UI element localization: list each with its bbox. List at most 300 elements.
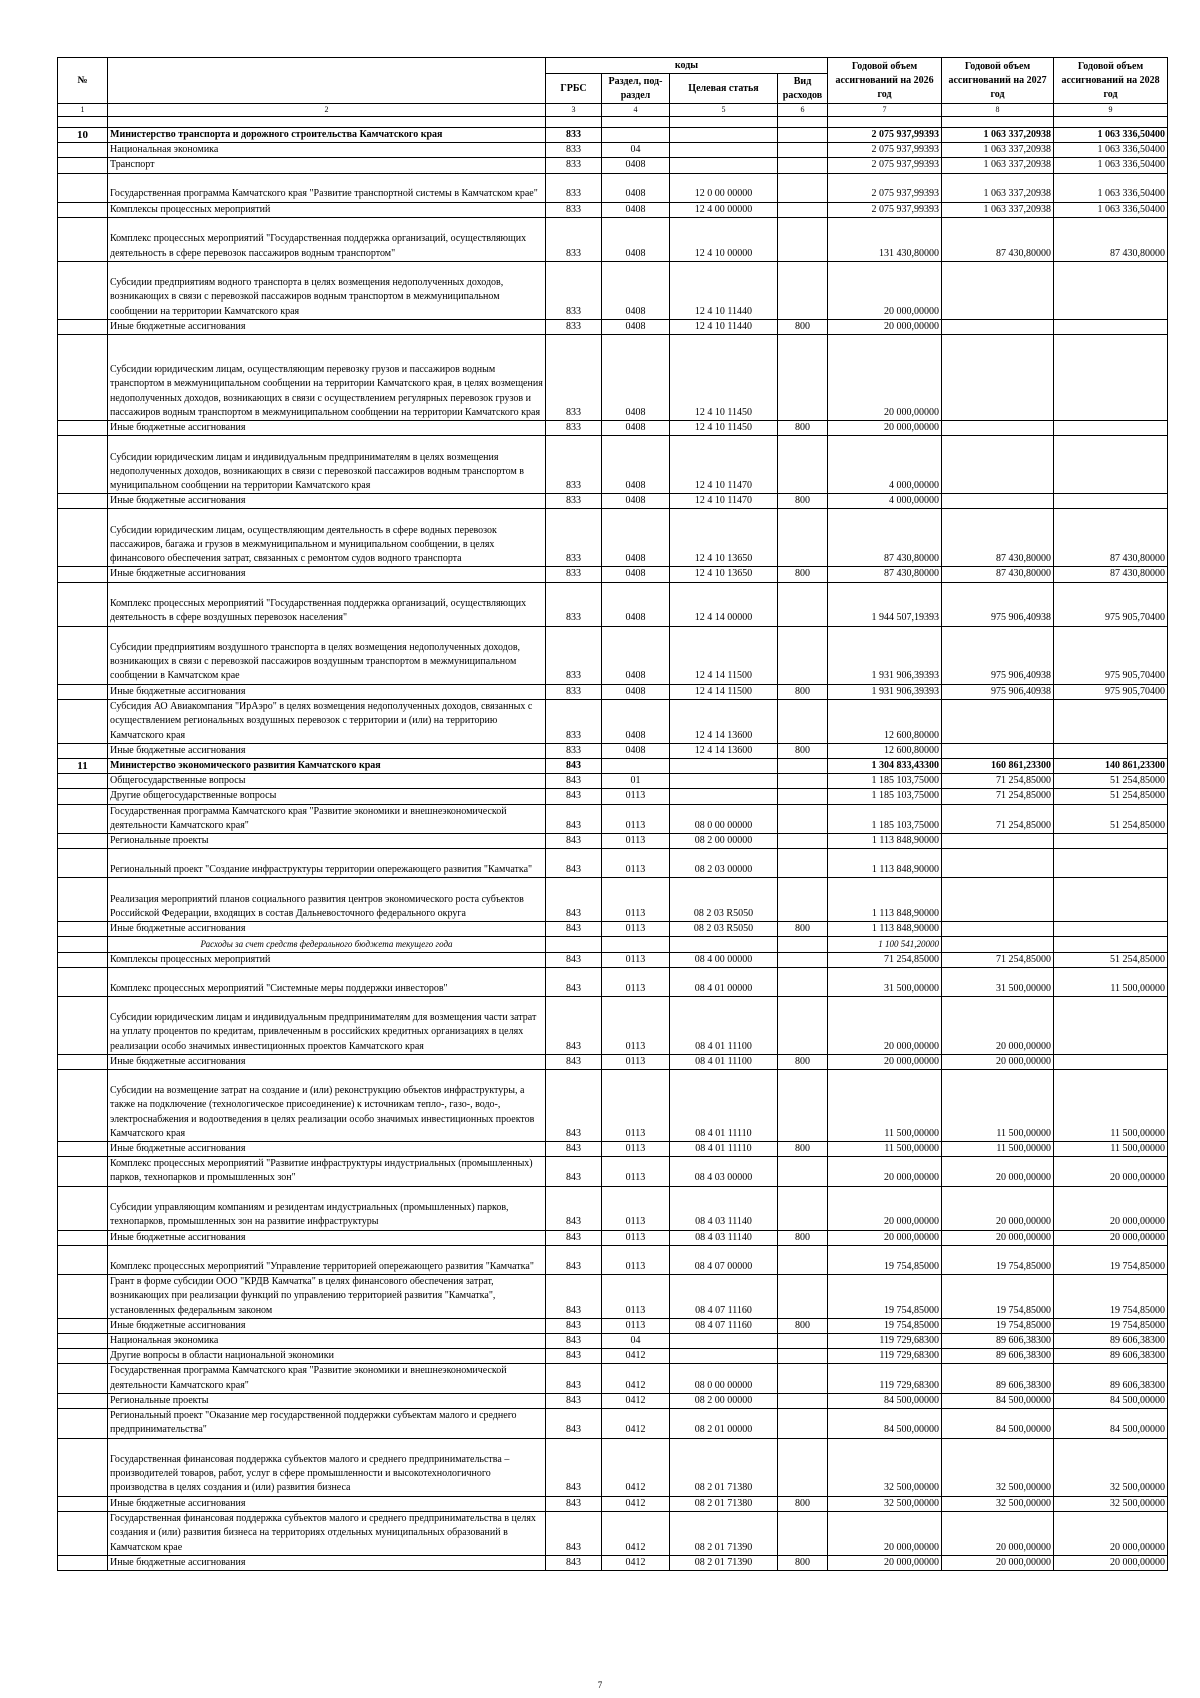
grbs-code: 833 (546, 743, 602, 758)
row-number (58, 952, 108, 967)
expense-type (778, 582, 828, 626)
header-num: № (58, 58, 108, 104)
target-code: 12 4 10 11450 (670, 421, 778, 436)
amount-2026: 20 000,00000 (828, 1511, 942, 1555)
grbs-code: 843 (546, 1349, 602, 1364)
grbs-code: 843 (546, 1496, 602, 1511)
table-row (58, 626, 1168, 684)
grbs-code: 843 (546, 1054, 602, 1069)
expense-type (778, 158, 828, 173)
amount-2027: 975 906,40938 (942, 626, 1054, 684)
amount-2028 (1054, 494, 1168, 509)
expense-type (778, 1334, 828, 1349)
grbs-code: 843 (546, 922, 602, 937)
grbs-code: 833 (546, 217, 602, 261)
row-name: Расходы за счет средств федерального бюджета текущего года (108, 937, 546, 952)
section-code: 0113 (602, 922, 670, 937)
header-name (108, 58, 546, 104)
target-code: 08 2 03 R5050 (670, 878, 778, 922)
amount-2026: 20 000,00000 (828, 261, 942, 319)
table-row (58, 1393, 1168, 1408)
row-name: Реализация мероприятий планов социального развития центров экономического роста субъектов Российской Федерации, входящих в состав Дальневосточного федерального округа (108, 878, 546, 922)
grbs-code (546, 937, 602, 952)
amount-2026: 20 000,00000 (828, 319, 942, 334)
header-type: Вид расходов (778, 74, 828, 104)
header-target: Целевая статья (670, 74, 778, 104)
amount-2027: 11 500,00000 (942, 1142, 1054, 1157)
row-number (58, 319, 108, 334)
target-code (670, 789, 778, 804)
row-name: Иные бюджетные ассигнования (108, 1555, 546, 1570)
section-code: 0113 (602, 878, 670, 922)
amount-2026: 11 500,00000 (828, 1142, 942, 1157)
amount-2027: 71 254,85000 (942, 952, 1054, 967)
target-code: 08 4 01 11100 (670, 1054, 778, 1069)
amount-2026: 84 500,00000 (828, 1409, 942, 1438)
target-code (670, 1349, 778, 1364)
row-number (58, 804, 108, 833)
section-code: 0408 (602, 743, 670, 758)
row-number (58, 626, 108, 684)
amount-2027: 71 254,85000 (942, 789, 1054, 804)
row-name: Иные бюджетные ассигнования (108, 1496, 546, 1511)
row-number (58, 421, 108, 436)
row-number (58, 937, 108, 952)
section-code: 0113 (602, 1142, 670, 1157)
amount-2028: 87 430,80000 (1054, 217, 1168, 261)
section-code: 0113 (602, 1070, 670, 1142)
amount-2027: 1 063 337,20938 (942, 202, 1054, 217)
target-code: 12 4 10 11440 (670, 261, 778, 319)
amount-2027: 20 000,00000 (942, 996, 1054, 1054)
amount-2027: 975 906,40938 (942, 582, 1054, 626)
section-code: 0408 (602, 509, 670, 567)
expense-type (778, 789, 828, 804)
amount-2026: 2 075 937,99393 (828, 173, 942, 202)
column-numbers-row (58, 104, 1168, 117)
amount-2027: 89 606,38300 (942, 1349, 1054, 1364)
target-code: 08 2 01 00000 (670, 1409, 778, 1438)
section-code: 0412 (602, 1393, 670, 1408)
section-code: 0113 (602, 789, 670, 804)
amount-2026: 1 304 833,43300 (828, 759, 942, 774)
row-name: Национальная экономика (108, 1334, 546, 1349)
table-body (58, 128, 1168, 1571)
section-code (602, 937, 670, 952)
row-number (58, 1349, 108, 1364)
row-name: Государственная программа Камчатского края "Развитие экономики и внешнеэкономической деятельности Камчатского края" (108, 804, 546, 833)
expense-type (778, 626, 828, 684)
amount-2026: 1 931 906,39393 (828, 684, 942, 699)
column-number: 7 (828, 104, 942, 117)
row-number (58, 1070, 108, 1142)
amount-2026: 1 113 848,90000 (828, 849, 942, 878)
grbs-code: 833 (546, 421, 602, 436)
expense-type (778, 173, 828, 202)
amount-2028 (1054, 335, 1168, 421)
target-code (670, 128, 778, 143)
table-row (58, 1245, 1168, 1274)
table-row (58, 436, 1168, 494)
section-code: 0408 (602, 582, 670, 626)
expense-type (778, 834, 828, 849)
amount-2028: 11 500,00000 (1054, 1070, 1168, 1142)
amount-2026: 1 113 848,90000 (828, 878, 942, 922)
table-row (58, 261, 1168, 319)
grbs-code: 833 (546, 128, 602, 143)
grbs-code: 833 (546, 684, 602, 699)
target-code: 08 4 00 00000 (670, 952, 778, 967)
amount-2027: 87 430,80000 (942, 217, 1054, 261)
amount-2027: 19 754,85000 (942, 1274, 1054, 1318)
grbs-code: 843 (546, 1393, 602, 1408)
amount-2027 (942, 436, 1054, 494)
amount-2028: 84 500,00000 (1054, 1409, 1168, 1438)
table-row (58, 1142, 1168, 1157)
row-number (58, 1496, 108, 1511)
expense-type: 800 (778, 743, 828, 758)
amount-2028: 20 000,00000 (1054, 1186, 1168, 1230)
row-number (58, 143, 108, 158)
section-code: 0408 (602, 319, 670, 334)
section-code: 0113 (602, 804, 670, 833)
amount-2026: 20 000,00000 (828, 1186, 942, 1230)
row-name: Региональные проекты (108, 834, 546, 849)
amount-2027 (942, 937, 1054, 952)
amount-2027: 20 000,00000 (942, 1157, 1054, 1186)
row-name: Другие вопросы в области национальной экономики (108, 1349, 546, 1364)
amount-2028: 89 606,38300 (1054, 1334, 1168, 1349)
expense-type: 800 (778, 1496, 828, 1511)
column-number: 8 (942, 104, 1054, 117)
grbs-code: 833 (546, 202, 602, 217)
section-code: 0113 (602, 1157, 670, 1186)
table-row (58, 335, 1168, 421)
amount-2027: 1 063 337,20938 (942, 143, 1054, 158)
grbs-code: 843 (546, 1274, 602, 1318)
expense-type (778, 952, 828, 967)
row-number (58, 743, 108, 758)
row-number (58, 261, 108, 319)
expense-type (778, 1349, 828, 1364)
table-row (58, 699, 1168, 743)
target-code: 12 0 00 00000 (670, 173, 778, 202)
expense-type (778, 1438, 828, 1496)
target-code: 08 2 01 71390 (670, 1555, 778, 1570)
table-row (58, 1070, 1168, 1142)
grbs-code: 843 (546, 1334, 602, 1349)
row-name: Комплекс процессных мероприятий "Государственная поддержка организаций, осуществляющих деятельность в сфере воздушных перевозок населения" (108, 582, 546, 626)
column-number: 4 (602, 104, 670, 117)
table-row (58, 1349, 1168, 1364)
table-row (58, 173, 1168, 202)
section-code: 0412 (602, 1555, 670, 1570)
amount-2028 (1054, 834, 1168, 849)
section-code: 0408 (602, 699, 670, 743)
table-row (58, 878, 1168, 922)
expense-type (778, 1364, 828, 1393)
section-code: 04 (602, 1334, 670, 1349)
row-number (58, 567, 108, 582)
row-name: Иные бюджетные ассигнования (108, 1318, 546, 1333)
amount-2027: 20 000,00000 (942, 1511, 1054, 1555)
target-code: 08 4 07 11160 (670, 1274, 778, 1318)
row-number (58, 996, 108, 1054)
expense-type: 800 (778, 922, 828, 937)
row-name: Субсидии предприятиям водного транспорта в целях возмещения недополученных доходов, возникающих в связи с перевозкой пассажиров водным транспортом в межмуниципальном сообщении на территории Камчатского края (108, 261, 546, 319)
amount-2026: 1 100 541,20000 (828, 937, 942, 952)
table-row (58, 1318, 1168, 1333)
grbs-code: 843 (546, 804, 602, 833)
expense-type (778, 217, 828, 261)
amount-2026: 20 000,00000 (828, 1054, 942, 1069)
grbs-code: 833 (546, 436, 602, 494)
row-name: Региональный проект "Оказание мер государственной поддержки субъектам малого и среднего предпринимательства" (108, 1409, 546, 1438)
expense-type: 800 (778, 684, 828, 699)
table-row (58, 937, 1168, 952)
table-row (58, 1186, 1168, 1230)
amount-2028 (1054, 743, 1168, 758)
amount-2027: 89 606,38300 (942, 1334, 1054, 1349)
amount-2028: 11 500,00000 (1054, 1142, 1168, 1157)
table-row (58, 1274, 1168, 1318)
amount-2028: 51 254,85000 (1054, 789, 1168, 804)
amount-2026: 4 000,00000 (828, 436, 942, 494)
row-number (58, 509, 108, 567)
header-grbs: ГРБС (546, 74, 602, 104)
table-row (58, 952, 1168, 967)
amount-2028 (1054, 922, 1168, 937)
row-number (58, 684, 108, 699)
amount-2027: 20 000,00000 (942, 1186, 1054, 1230)
row-name: Государственная финансовая поддержка субъектов малого и среднего предпринимательства в целях создания и (или) развития бизнеса на территориях отдельных муниципальных образований в Камчатском крае (108, 1511, 546, 1555)
amount-2028: 19 754,85000 (1054, 1274, 1168, 1318)
amount-2028 (1054, 436, 1168, 494)
expense-type (778, 261, 828, 319)
section-code: 0113 (602, 1245, 670, 1274)
amount-2028: 32 500,00000 (1054, 1496, 1168, 1511)
grbs-code: 843 (546, 1245, 602, 1274)
grbs-code: 843 (546, 1186, 602, 1230)
amount-2026: 1 113 848,90000 (828, 922, 942, 937)
amount-2027: 89 606,38300 (942, 1364, 1054, 1393)
row-number (58, 1409, 108, 1438)
column-number: 3 (546, 104, 602, 117)
target-code: 08 2 03 R5050 (670, 922, 778, 937)
amount-2026: 84 500,00000 (828, 1393, 942, 1408)
expense-type: 800 (778, 421, 828, 436)
target-code: 12 4 10 11470 (670, 494, 778, 509)
amount-2028: 32 500,00000 (1054, 1438, 1168, 1496)
amount-2027 (942, 922, 1054, 937)
target-code: 08 2 03 00000 (670, 849, 778, 878)
expense-type (778, 878, 828, 922)
table-row (58, 567, 1168, 582)
header-section: Раздел, под-раздел (602, 74, 670, 104)
row-number (58, 878, 108, 922)
amount-2026: 20 000,00000 (828, 1230, 942, 1245)
row-name: Национальная экономика (108, 143, 546, 158)
amount-2027 (942, 849, 1054, 878)
amount-2028: 20 000,00000 (1054, 1511, 1168, 1555)
section-code: 0408 (602, 421, 670, 436)
row-name: Комплекс процессных мероприятий "Управление территорией опережающего развития "Камчатка" (108, 1245, 546, 1274)
amount-2027: 71 254,85000 (942, 804, 1054, 833)
section-code: 0408 (602, 684, 670, 699)
section-code: 0113 (602, 996, 670, 1054)
header-2027: Годовой объем ассигнований на 2027 год (942, 58, 1054, 104)
expense-type (778, 1274, 828, 1318)
header-codes: коды (546, 58, 828, 74)
expense-type: 800 (778, 1318, 828, 1333)
amount-2028: 51 254,85000 (1054, 774, 1168, 789)
expense-type (778, 967, 828, 996)
table-row (58, 158, 1168, 173)
table-row (58, 582, 1168, 626)
amount-2026: 87 430,80000 (828, 567, 942, 582)
section-code: 0408 (602, 261, 670, 319)
expense-type (778, 1186, 828, 1230)
amount-2028 (1054, 699, 1168, 743)
target-code: 08 4 03 11140 (670, 1230, 778, 1245)
target-code: 12 4 14 13600 (670, 699, 778, 743)
amount-2028: 89 606,38300 (1054, 1349, 1168, 1364)
table-row (58, 319, 1168, 334)
grbs-code: 843 (546, 1318, 602, 1333)
expense-type: 800 (778, 1142, 828, 1157)
target-code: 08 4 07 00000 (670, 1245, 778, 1274)
grbs-code: 843 (546, 1142, 602, 1157)
row-name: Региональный проект "Создание инфраструктуры территории опережающего развития "Камчатка" (108, 849, 546, 878)
amount-2026: 31 500,00000 (828, 967, 942, 996)
table-row (58, 128, 1168, 143)
amount-2026: 20 000,00000 (828, 1157, 942, 1186)
amount-2027: 32 500,00000 (942, 1438, 1054, 1496)
expense-type (778, 996, 828, 1054)
target-code (670, 774, 778, 789)
expense-type (778, 759, 828, 774)
target-code: 12 4 00 00000 (670, 202, 778, 217)
section-code: 0113 (602, 952, 670, 967)
grbs-code: 833 (546, 173, 602, 202)
amount-2028: 20 000,00000 (1054, 1230, 1168, 1245)
row-name: Иные бюджетные ассигнования (108, 494, 546, 509)
grbs-code: 843 (546, 774, 602, 789)
target-code: 08 4 03 00000 (670, 1157, 778, 1186)
grbs-code: 833 (546, 158, 602, 173)
expense-type (778, 804, 828, 833)
grbs-code: 833 (546, 319, 602, 334)
amount-2027: 84 500,00000 (942, 1409, 1054, 1438)
amount-2026: 32 500,00000 (828, 1496, 942, 1511)
expense-type (778, 143, 828, 158)
grbs-code: 843 (546, 1230, 602, 1245)
amount-2027: 11 500,00000 (942, 1070, 1054, 1142)
amount-2028: 1 063 336,50400 (1054, 143, 1168, 158)
target-code: 08 2 00 00000 (670, 834, 778, 849)
row-name: Иные бюджетные ассигнования (108, 684, 546, 699)
section-code: 0113 (602, 834, 670, 849)
row-number (58, 1186, 108, 1230)
grbs-code: 843 (546, 759, 602, 774)
row-name: Иные бюджетные ассигнования (108, 567, 546, 582)
section-code: 0113 (602, 1054, 670, 1069)
row-number (58, 1555, 108, 1570)
amount-2026: 12 600,80000 (828, 743, 942, 758)
row-name: Иные бюджетные ассигнования (108, 743, 546, 758)
row-name: Комплекс процессных мероприятий "Государственная поддержка организаций, осуществляющих деятельность в сфере перевозок пассажиров водным транспортом" (108, 217, 546, 261)
grbs-code: 843 (546, 789, 602, 804)
amount-2028: 975 905,70400 (1054, 582, 1168, 626)
amount-2028: 19 754,85000 (1054, 1245, 1168, 1274)
row-number (58, 202, 108, 217)
section-code: 0408 (602, 202, 670, 217)
row-name: Комплексы процессных мероприятий (108, 952, 546, 967)
amount-2027: 31 500,00000 (942, 967, 1054, 996)
target-code (670, 759, 778, 774)
target-code: 12 4 14 00000 (670, 582, 778, 626)
row-number (58, 1274, 108, 1318)
table-row (58, 421, 1168, 436)
row-name: Субсидии юридическим лицам, осуществляющим перевозку грузов и пассажиров водным транспортом в межмуниципальном сообщении на территории Камчатского края, в целях возмещения недополученных доходов, возникающих в связи с осуществлением регулярных перевозок грузов и пассажиров водным транспортом в межмуниципальном сообщении на территории Камчатского края (108, 335, 546, 421)
expense-type: 800 (778, 1230, 828, 1245)
amount-2026: 2 075 937,99393 (828, 158, 942, 173)
amount-2027: 84 500,00000 (942, 1393, 1054, 1408)
amount-2028: 1 063 336,50400 (1054, 158, 1168, 173)
target-code: 08 4 01 11100 (670, 996, 778, 1054)
row-name: Комплекс процессных мероприятий "Развитие инфраструктуры индустриальных (промышленных) парков, технопарков и промышленных зон" (108, 1157, 546, 1186)
amount-2026: 119 729,68300 (828, 1334, 942, 1349)
row-name: Иные бюджетные ассигнования (108, 421, 546, 436)
amount-2027 (942, 319, 1054, 334)
row-number (58, 922, 108, 937)
amount-2026: 87 430,80000 (828, 509, 942, 567)
row-number (58, 1318, 108, 1333)
amount-2026: 1 944 507,19393 (828, 582, 942, 626)
amount-2026: 131 430,80000 (828, 217, 942, 261)
section-code: 0113 (602, 1274, 670, 1318)
grbs-code: 833 (546, 699, 602, 743)
expense-type: 800 (778, 494, 828, 509)
amount-2028: 89 606,38300 (1054, 1364, 1168, 1393)
row-number (58, 1334, 108, 1349)
table-row (58, 922, 1168, 937)
section-code: 0412 (602, 1349, 670, 1364)
target-code (670, 143, 778, 158)
amount-2027 (942, 421, 1054, 436)
row-number (58, 494, 108, 509)
expense-type (778, 128, 828, 143)
amount-2026: 71 254,85000 (828, 952, 942, 967)
amount-2026: 1 185 103,75000 (828, 774, 942, 789)
target-code: 12 4 10 11450 (670, 335, 778, 421)
row-number (58, 1393, 108, 1408)
row-name: Общегосударственные вопросы (108, 774, 546, 789)
section-code: 0113 (602, 849, 670, 878)
target-code: 12 4 10 00000 (670, 217, 778, 261)
grbs-code: 833 (546, 567, 602, 582)
header-2026: Годовой объем ассигнований на 2026 год (828, 58, 942, 104)
amount-2027 (942, 699, 1054, 743)
section-code: 0408 (602, 567, 670, 582)
column-number: 9 (1054, 104, 1168, 117)
column-number: 2 (108, 104, 546, 117)
amount-2027: 87 430,80000 (942, 567, 1054, 582)
row-number (58, 1511, 108, 1555)
expense-type: 800 (778, 567, 828, 582)
section-code: 0412 (602, 1496, 670, 1511)
grbs-code: 833 (546, 143, 602, 158)
